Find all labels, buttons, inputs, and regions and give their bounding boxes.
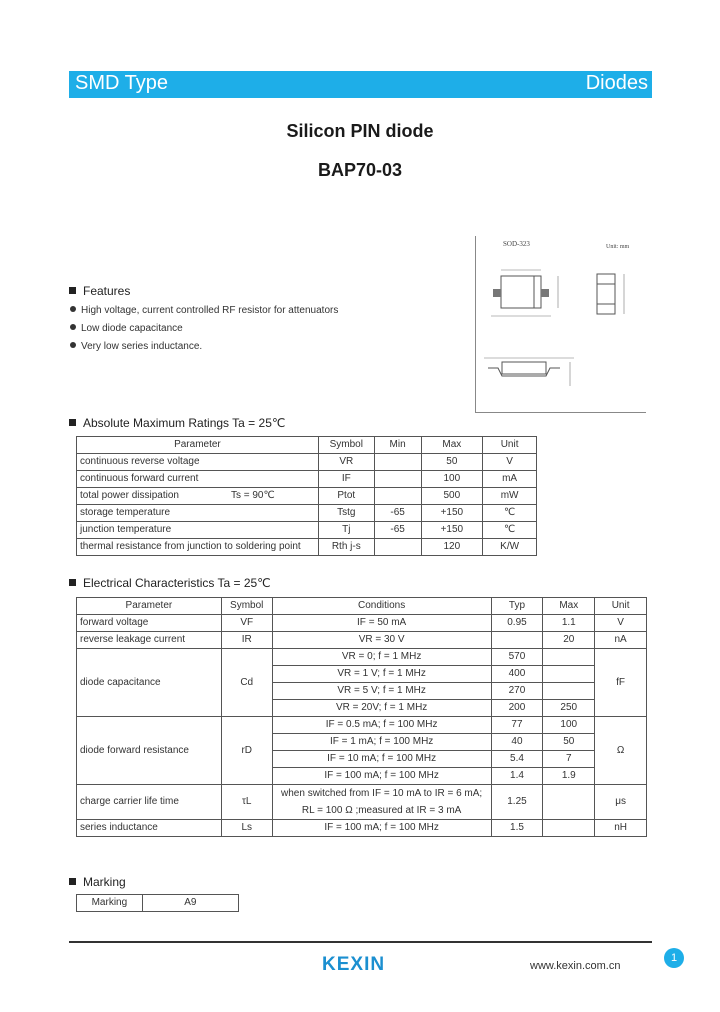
table-row: IF = 100 mA; f = 100 MHz 1.4 1.9 <box>77 768 647 785</box>
feature-item: Very low series inductance. <box>70 341 202 352</box>
bullet-dot-icon <box>70 306 76 312</box>
table-row: junction temperature Tj -65 +150 ℃ <box>77 522 537 539</box>
table-row: total power dissipation Ts = 90℃ Ptot 500 mW <box>77 488 537 505</box>
table-row: diode capacitance Cd VR = 0; f = 1 MHz 570 fF <box>77 649 647 666</box>
package-unit: Unit: mm <box>606 244 630 250</box>
package-svg <box>476 236 646 412</box>
table-row: continuous forward current IF 100 mA <box>77 471 537 488</box>
table-row: forward voltage VF IF = 50 mA 0.95 1.1 V <box>77 615 647 632</box>
table-row: series inductance Ls IF = 100 mA; f = 100 MHz 1.5 nH <box>77 820 647 837</box>
bullet-dot-icon <box>70 324 76 330</box>
table-row: IF = 1 mA; f = 100 MHz 40 50 <box>77 734 647 751</box>
marking-heading: Marking <box>69 875 126 889</box>
header-banner <box>69 71 652 98</box>
page-number-badge: 1 <box>664 948 684 968</box>
table-row: reverse leakage current IR VR = 30 V 20 nA <box>77 632 647 649</box>
package-name: SOD-323 <box>503 240 530 248</box>
table-row: storage temperature Tstg -65 +150 ℃ <box>77 505 537 522</box>
table-row: VR = 5 V; f = 1 MHz 270 <box>77 683 647 700</box>
table-row: charge carrier life time τL when switched from IF = 10 mA to IR = 6 mA; RL = 100 Ω ;measured at IR = 3 mA 1.25 μs <box>77 785 647 820</box>
abs-max-heading: Absolute Maximum Ratings Ta = 25℃ <box>69 416 285 430</box>
power-note: Ts = 90℃ <box>230 490 275 501</box>
website-link[interactable]: www.kexin.com.cn <box>530 960 621 972</box>
table-row: Marking A9 <box>77 895 239 912</box>
header-left: SMD Type <box>75 72 168 94</box>
bullet-square-icon <box>69 287 76 294</box>
footer-divider <box>69 941 652 943</box>
table-row: diode forward resistance rD IF = 0.5 mA; f = 100 MHz 77 100 Ω <box>77 717 647 734</box>
bullet-square-icon <box>69 878 76 885</box>
package-outline-drawing <box>475 236 646 413</box>
table-row: continuous reverse voltage VR 50 V <box>77 454 537 471</box>
feature-item: Low diode capacitance <box>70 323 183 334</box>
elec-table <box>76 597 647 837</box>
elec-heading: Electrical Characteristics Ta = 25℃ <box>69 576 271 590</box>
table-row: IF = 10 mA; f = 100 MHz 5.4 7 <box>77 751 647 768</box>
bullet-square-icon <box>69 579 76 586</box>
table-row: thermal resistance from junction to soldering point Rth j-s 120 K/W <box>77 539 537 556</box>
bullet-square-icon <box>69 419 76 426</box>
table-row: VR = 1 V; f = 1 MHz 400 <box>77 666 647 683</box>
features-heading: Features <box>69 284 130 298</box>
header-right: Diodes <box>585 72 648 94</box>
table-header-row: Parameter Symbol Min Max Unit <box>77 437 537 454</box>
table-row: VR = 20V; f = 1 MHz 200 250 <box>77 700 647 717</box>
abs-max-table <box>76 436 537 556</box>
marking-table <box>76 894 239 912</box>
part-number: BAP70-03 <box>317 160 403 180</box>
kexin-logo: KEXIN <box>322 954 386 975</box>
bullet-dot-icon <box>70 342 76 348</box>
table-header-row: Parameter Symbol Conditions Typ Max Unit <box>77 598 647 615</box>
feature-item: High voltage, current controlled RF resistor for attenuators <box>70 305 338 316</box>
page-title: Silicon PIN diode <box>286 121 434 141</box>
